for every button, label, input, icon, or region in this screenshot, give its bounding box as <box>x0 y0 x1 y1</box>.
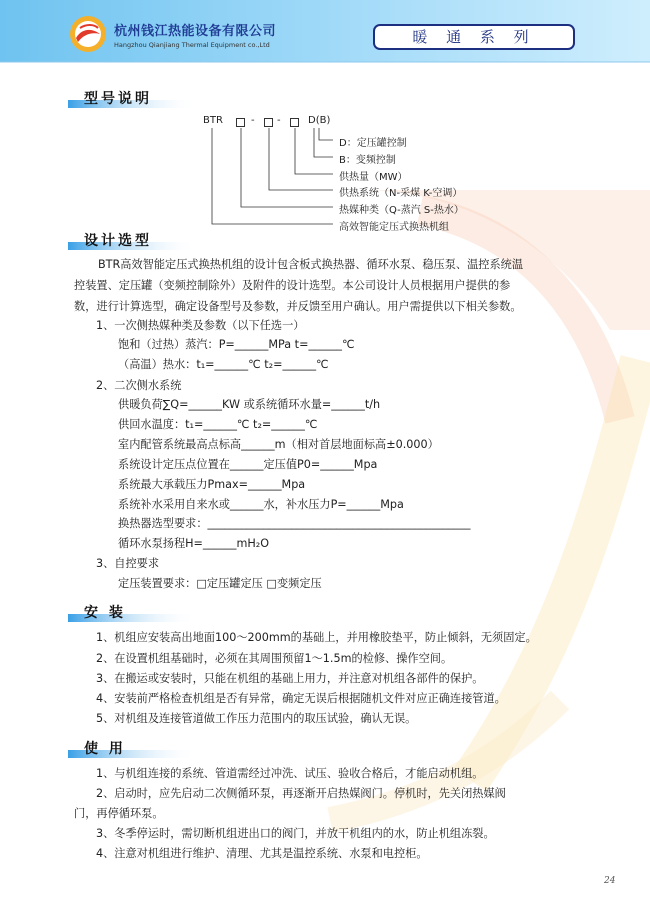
design-item-1a: 饱和（过热）蒸汽：P=______MPa t=______℃ <box>118 338 355 351</box>
install-item-5: 5、对机组及连接管道做工作压力范围内的取压试验，确认无误。 <box>96 712 417 725</box>
design-item-3a: 定压装置要求：□定压罐定压 □变频定压 <box>118 577 322 590</box>
section-title-install: 安 装 <box>84 605 126 621</box>
section-title-design: 设计选型 <box>84 233 152 249</box>
model-suffix: D(B) <box>308 115 331 126</box>
series-badge: 暖 通 系 列 <box>373 24 575 50</box>
usage-item-3: 3、冬季停运时，需切断机组进出口的阀门，并放干机组内的水，防止机组冻裂。 <box>96 827 495 840</box>
model-legend-4: 供热系统（N-采煤 K-空调） <box>339 188 463 199</box>
model-legend-3: 供热量（MW） <box>339 172 408 183</box>
install-item-2: 2、在设置机组基础时，必须在其周围预留1～1.5m的检修、操作空间。 <box>96 652 453 665</box>
model-prefix: BTR <box>203 115 223 126</box>
model-legend-1: D：定压罐控制 <box>339 138 407 149</box>
design-item-2a: 供暖负荷∑Q=______KW 或系统循环水量=______t/h <box>118 398 381 411</box>
design-item-1b: （高温）热水：t₁=______℃ t₂=______℃ <box>118 358 329 371</box>
usage-item-4: 4、注意对机组进行维护、清理、尤其是温控系统、水泵和电控柜。 <box>96 847 428 860</box>
usage-item-1: 1、与机组连接的系统、管道需经过冲洗、试压、验收合格后，才能启动机组。 <box>96 767 484 780</box>
page-number: 24 <box>604 876 616 886</box>
company-name-en: Hangzhou Qianjiang Thermal Equipment co.,Ltd <box>114 41 270 49</box>
design-intro-line-3: 数，进行计算选型，确定设备型号及参数，并反馈至用户确认。用户需提供以下相关参数。 <box>74 300 522 313</box>
usage-item-2: 2、启动时，应先启动二次侧循环泵，再逐渐开启热媒阀门。停机时，先关闭热媒阀 <box>96 787 506 800</box>
design-item-2c: 室内配管系统最高点标高______m（相对首层地面标高±0.000） <box>118 438 439 451</box>
design-intro-line-2: 控装置、定压罐（变频控制除外）及附件的设计选型。本公司设计人员根据用户提供的参 <box>74 279 511 292</box>
design-item-2f: 系统补水采用自来水或______水，补水压力P=______Mpa <box>118 498 404 511</box>
design-item-1: 1、一次侧热媒种类及参数（以下任选一） <box>96 319 305 332</box>
company-name-cn: 杭州钱江热能设备有限公司 <box>114 24 277 39</box>
usage-item-2-cont: 门，再停循环泵。 <box>74 807 164 820</box>
model-legend-6: 高效智能定压式换热机组 <box>339 222 449 233</box>
install-item-1: 1、机组应安装高出地面100～200mm的基础上，并用橡胶垫平，防止倾斜，无须固定。 <box>96 631 537 644</box>
install-item-3: 3、在搬运或安装时，只能在机组的基础上用力，并注意对机组各部件的保护。 <box>96 672 484 685</box>
model-legend-5: 热媒种类（Q-蒸汽 S-热水） <box>339 205 464 216</box>
design-intro-line-1: BTR高效智能定压式换热机组的设计包含板式换热器、循环水泵、稳压泵、温控系统温 <box>98 258 524 271</box>
model-legend-2: B：变频控制 <box>339 155 396 166</box>
design-item-3: 3、自控要求 <box>96 557 160 570</box>
design-item-2: 2、二次侧水系统 <box>96 379 182 392</box>
model-dash-2: - <box>277 115 281 126</box>
section-title-model: 型号说明 <box>84 91 152 107</box>
design-item-2d: 系统设计定压点位置在______定压值P0=______Mpa <box>118 458 378 471</box>
model-dash-1: - <box>251 115 255 126</box>
design-item-2g: 换热器选型要求：_______________________________________________ <box>118 517 471 530</box>
section-title-usage: 使 用 <box>84 741 126 757</box>
install-item-4: 4、安装前严格检查机组是否有异常，确定无误后根据随机文件对应正确连接管道。 <box>96 692 506 705</box>
design-item-2b: 供回水温度：t₁=______℃ t₂=______℃ <box>118 418 318 431</box>
design-item-2h: 循环水泵扬程H=______mH₂O <box>118 537 270 550</box>
design-item-2e: 系统最大承载压力Pmax=______Mpa <box>118 478 306 491</box>
